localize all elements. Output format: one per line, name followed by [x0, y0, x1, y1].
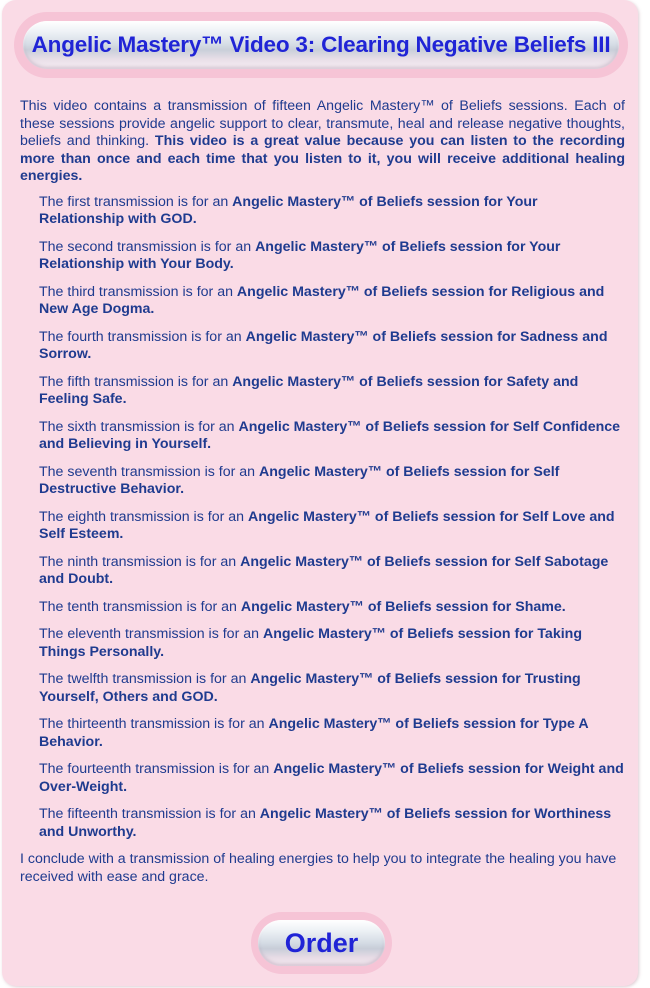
transmission-item: [39, 464, 625, 499]
transmission-prefix: The ninth transmission is for an: [39, 553, 241, 570]
transmission-item: [39, 671, 625, 706]
transmission-session-title: Angelic Mastery™ of Beliefs session for Your Relationship with GOD.: [39, 193, 538, 227]
transmission-item: [39, 509, 625, 544]
transmission-session-title: Angelic Mastery™ of Beliefs session for Taking Things Personally.: [39, 626, 582, 660]
transmission-prefix: The tenth transmission is for an: [39, 598, 241, 615]
transmission-item: [39, 239, 625, 274]
transmission-session-title: Angelic Mastery™ of Beliefs session for Shame.: [240, 598, 566, 615]
description-content: [20, 98, 625, 886]
transmission-session-title: Angelic Mastery™ of Beliefs session for Weight and Over-Weight.: [39, 761, 624, 795]
intro-paragraph: [20, 98, 625, 186]
page-title: Angelic Mastery™ Video 3: Clearing Negative Beliefs III: [31, 32, 611, 57]
intro-bold-text: This video is a great value because you can listen to the recording more than once and each time that you listen to it, you will receive additional healing energies.: [20, 133, 625, 184]
transmission-prefix: The fourteenth transmission is for an: [39, 761, 274, 777]
transmission-session-title: Angelic Mastery™ of Beliefs session for Self Confidence and Believing in Yourself.: [39, 418, 621, 452]
intro-text: This video contains a transmission of fifteen Angelic Mastery™ of Beliefs sessions. Each of these sessions provide angelic support to clear, transmute, heal and release negative thoughts, beliefs and thinking.: [20, 98, 625, 149]
transmission-item: [39, 806, 625, 841]
transmission-item: [39, 329, 625, 364]
title-pill: [23, 21, 619, 69]
transmission-prefix: The seventh transmission is for an: [39, 463, 260, 480]
transmission-prefix: The second transmission is for an: [39, 238, 256, 255]
order-button[interactable]: [258, 920, 385, 966]
closing-paragraph: I conclude with a transmission of healing energies to help you to integrate the healing you have received with ease and grace.: [20, 851, 617, 885]
transmission-item: [39, 194, 625, 229]
order-button-ring: [251, 912, 392, 974]
content-panel: [2, 0, 638, 986]
title-banner: [14, 12, 628, 78]
transmission-session-title: Angelic Mastery™ of Beliefs session for Self Love and Self Esteem.: [39, 508, 615, 542]
transmission-session-title: Angelic Mastery™ of Beliefs session for Worthiness and Unworthy.: [39, 806, 612, 840]
transmission-session-title: Angelic Mastery™ of Beliefs session for Sadness and Sorrow.: [39, 328, 608, 362]
transmission-item: [39, 419, 625, 454]
order-button-label: Order: [284, 927, 359, 958]
transmission-item: [39, 761, 625, 796]
transmission-list: [20, 194, 625, 842]
transmission-item: [39, 626, 625, 661]
transmission-item: [39, 599, 625, 617]
transmission-session-title: Angelic Mastery™ of Beliefs session for Self Destructive Behavior.: [39, 463, 560, 497]
transmission-prefix: The fourth transmission is for an: [39, 328, 246, 345]
transmission-session-title: Angelic Mastery™ of Beliefs session for Trusting Yourself, Others and GOD.: [39, 671, 581, 705]
transmission-session-title: Angelic Mastery™ of Beliefs session for Type A Behavior.: [39, 716, 589, 750]
transmission-prefix: The twelfth transmission is for an: [39, 671, 251, 687]
transmission-prefix: The sixth transmission is for an: [39, 418, 239, 435]
transmission-prefix: The first transmission is for an: [39, 193, 233, 210]
transmission-prefix: The third transmission is for an: [39, 283, 237, 300]
transmission-item: [39, 716, 625, 751]
transmission-prefix: The eighth transmission is for an: [39, 508, 248, 525]
transmission-prefix: The fifteenth transmission is for an: [39, 806, 260, 822]
transmission-item: [39, 284, 625, 319]
transmission-session-title: Angelic Mastery™ of Beliefs session for Religious and New Age Dogma.: [39, 283, 605, 317]
transmission-prefix: The thirteenth transmission is for an: [39, 716, 269, 732]
transmission-prefix: The fifth transmission is for an: [39, 373, 233, 390]
transmission-item: [39, 374, 625, 409]
transmission-session-title: Angelic Mastery™ of Beliefs session for Your Relationship with Your Body.: [39, 238, 561, 272]
transmission-item: [39, 554, 625, 589]
transmission-session-title: Angelic Mastery™ of Beliefs session for Self Sabotage and Doubt.: [39, 553, 609, 587]
transmission-prefix: The eleventh transmission is for an: [39, 626, 263, 642]
transmission-session-title: Angelic Mastery™ of Beliefs session for Safety and Feeling Safe.: [39, 373, 579, 407]
